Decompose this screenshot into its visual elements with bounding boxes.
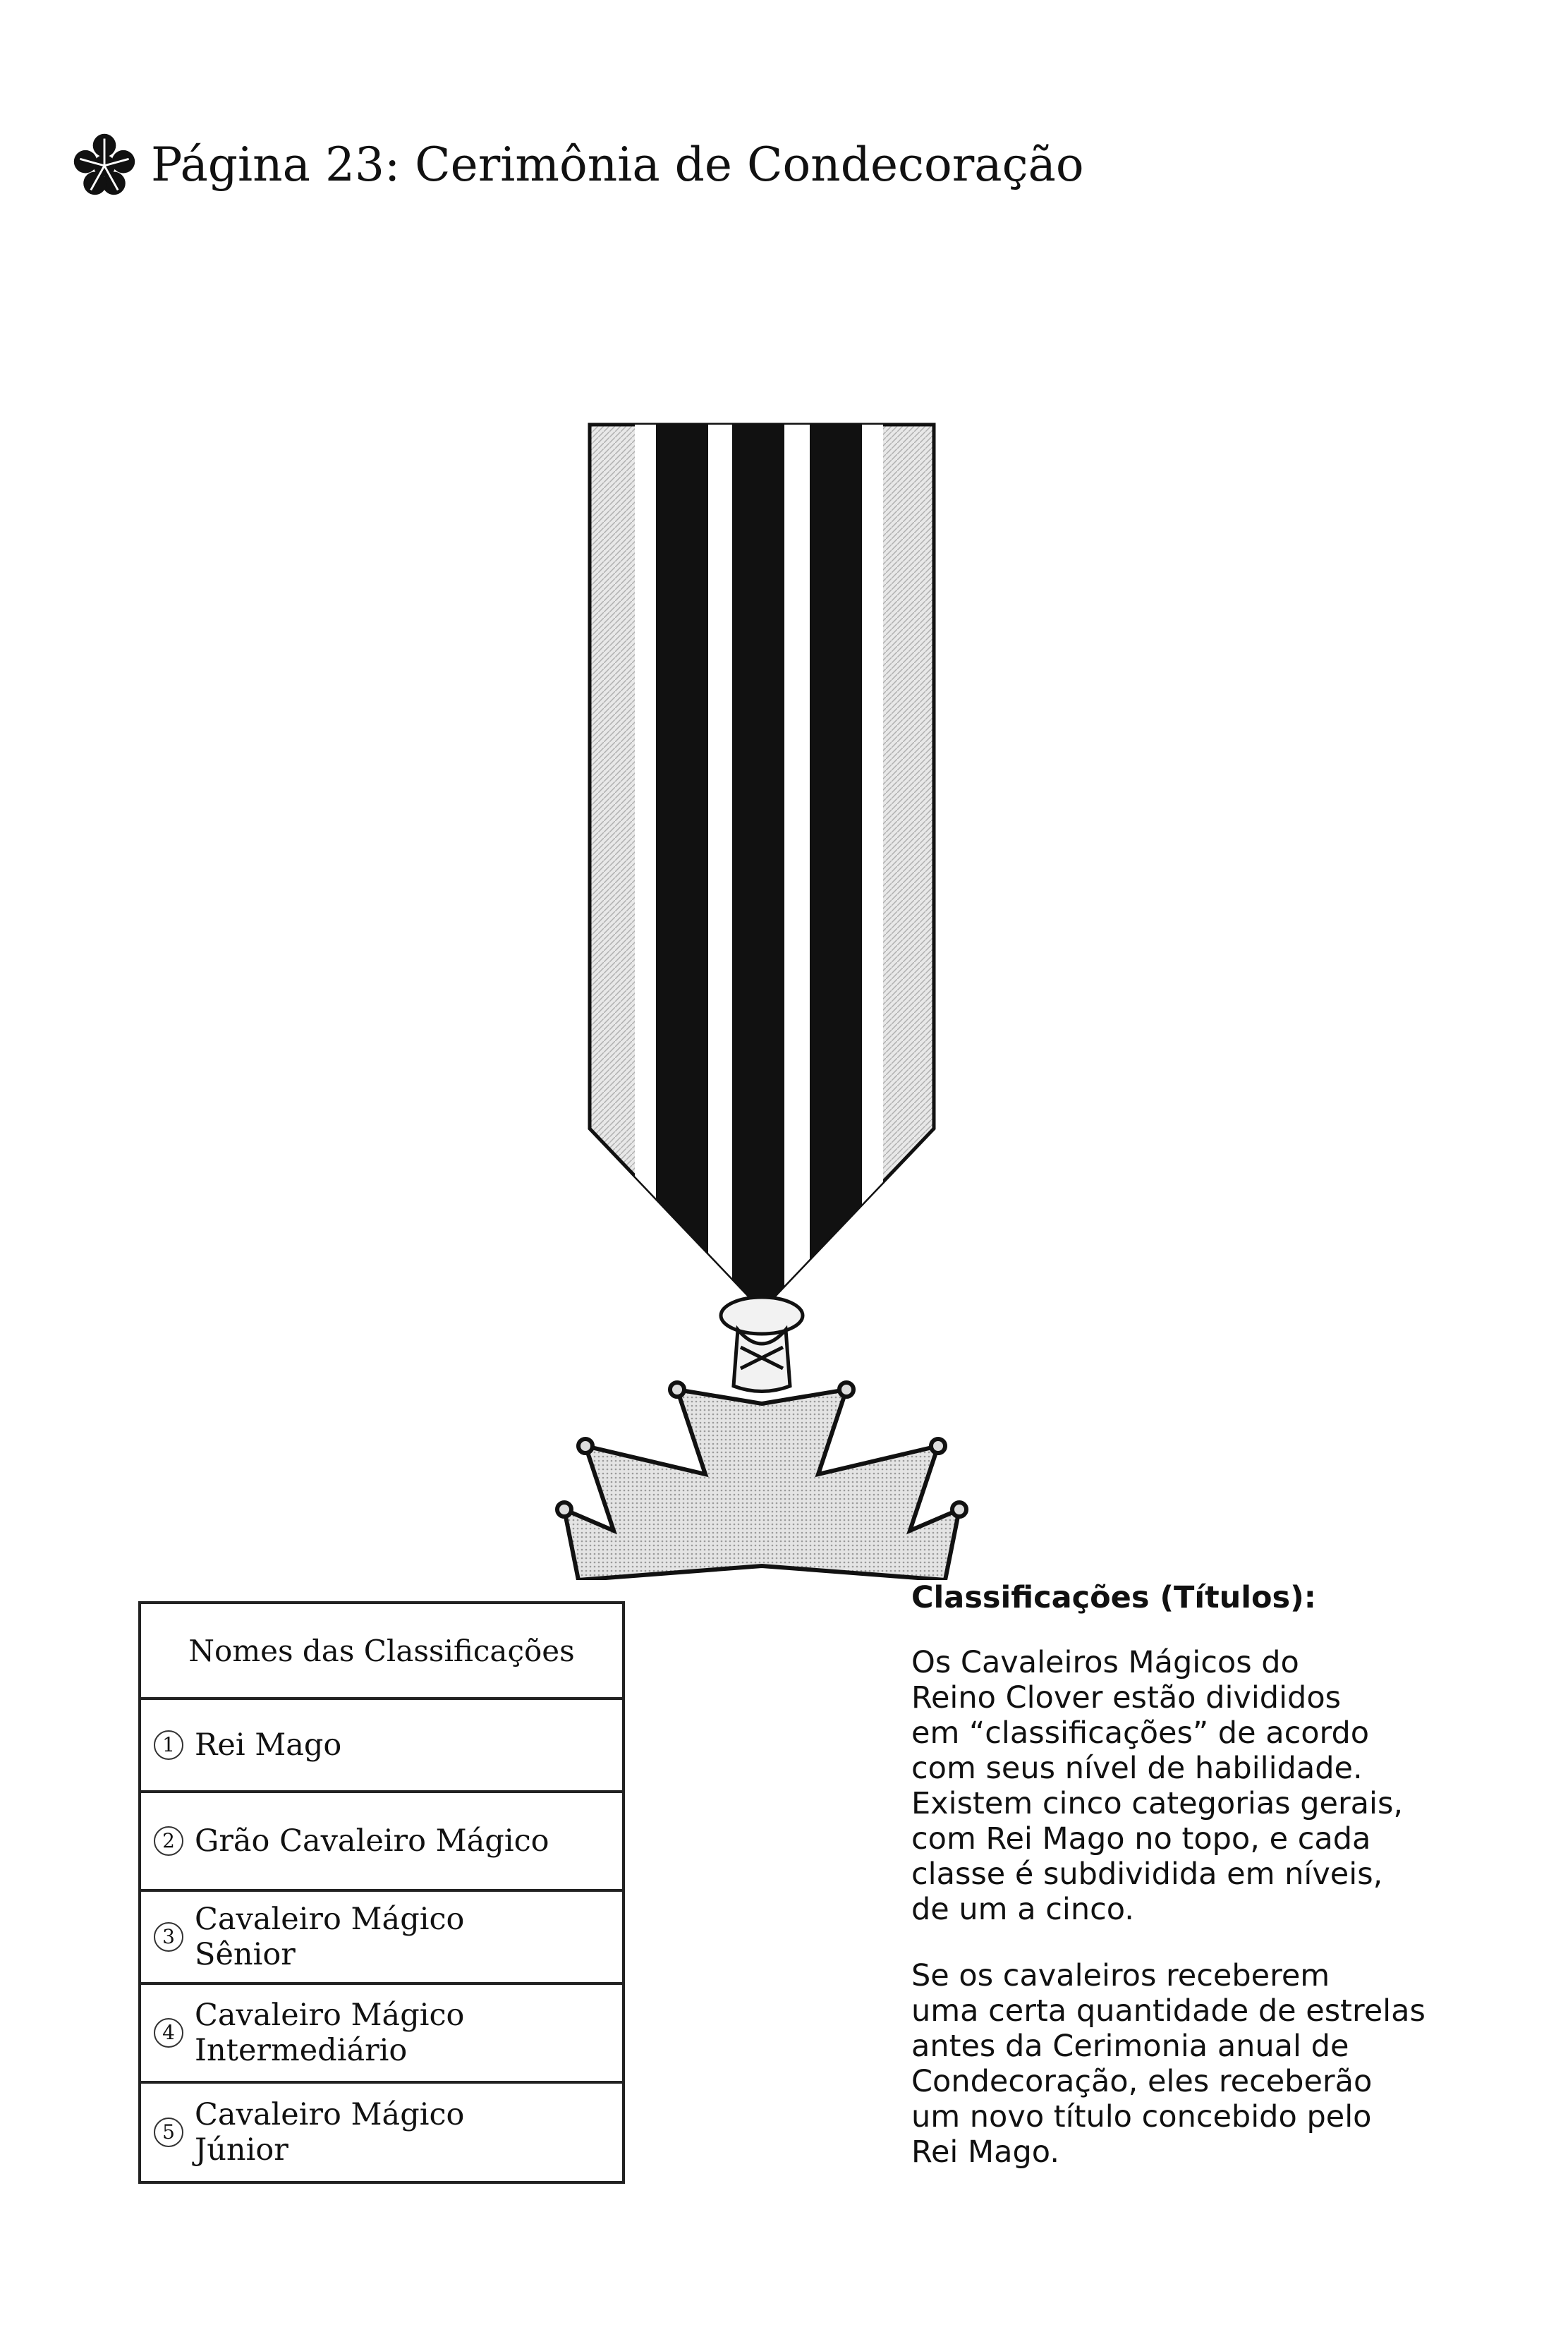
table-row [141, 1700, 622, 1793]
rank-number: 2 [154, 1826, 183, 1856]
rank-number: 1 [154, 1730, 183, 1760]
table-row [141, 1892, 622, 1985]
table-row [141, 1793, 622, 1892]
rank-label: Grão Cavaleiro Mágico [195, 1823, 549, 1859]
ranks-table-header: Nomes das Classificações [141, 1604, 622, 1700]
page-title: Página 23: Cerimônia de Condecoração [151, 137, 1084, 192]
info-paragraph: Se os cavaleiros receberem uma certa quantidade de estrelas antes da Cerimonia anual de Condecoração, eles receberão um novo título concebido pelo Rei Mago. [911, 1958, 1426, 2170]
medal-ring [721, 1297, 803, 1392]
rank-label: Cavaleiro Mágico Sênior [195, 1902, 465, 1972]
rank-number: 4 [154, 2018, 183, 2048]
info-paragraph: Os Cavaleiros Mágicos do Reino Clover estão divididos em “classificações” de acordo com seus nível de habilidade. Existem cinco categorias gerais, com Rei Mago no topo, e cada classe é subdividida em níveis, de um a cinco. [911, 1645, 1404, 1927]
rank-label: Rei Mago [195, 1727, 342, 1763]
rank-number: 5 [154, 2118, 183, 2147]
medal-illustration [423, 409, 1100, 1580]
table-row [141, 1985, 622, 2084]
page-header [71, 126, 1084, 203]
rank-label: Cavaleiro Mágico Intermediário [195, 1998, 465, 2068]
ranks-table [138, 1601, 625, 2184]
medal-star [557, 1383, 966, 1580]
info-title: Classificações (Títulos): [911, 1580, 1316, 1615]
table-row [141, 2084, 622, 2181]
ribbon [590, 425, 934, 1313]
rank-number: 3 [154, 1922, 183, 1952]
ranks-info [911, 1580, 1497, 2201]
rank-label: Cavaleiro Mágico Júnior [195, 2097, 465, 2168]
clover-icon [71, 130, 138, 198]
